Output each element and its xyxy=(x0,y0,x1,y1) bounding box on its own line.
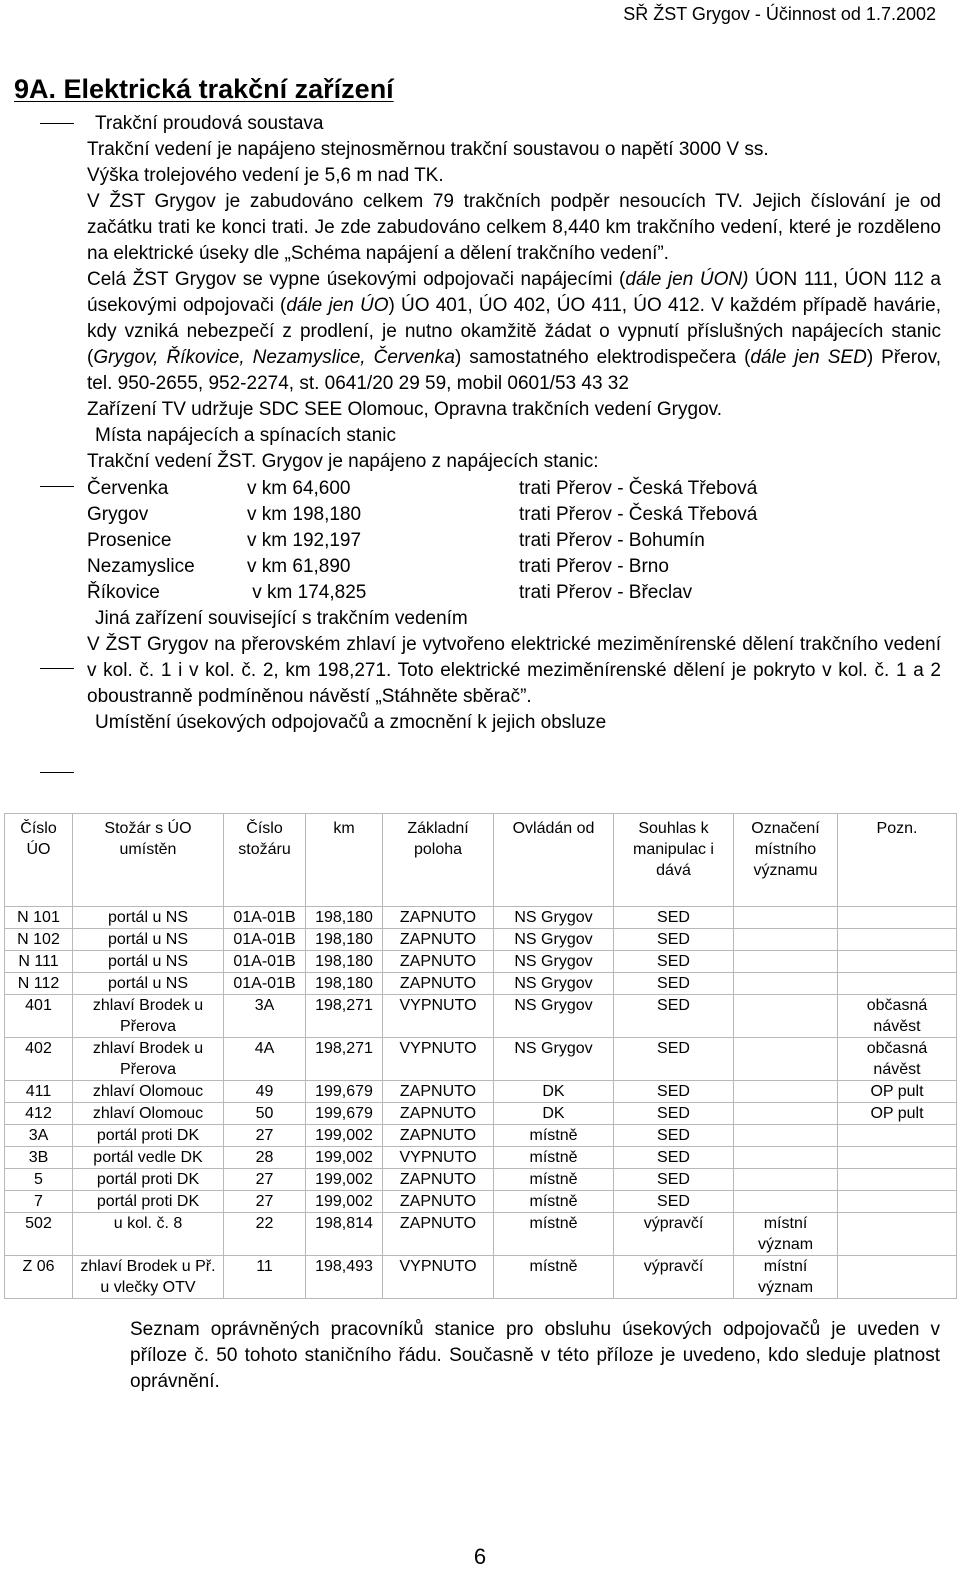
section-title: 9A. Elektrická trakční zařízení xyxy=(14,74,394,104)
page-number: 6 xyxy=(473,1544,487,1569)
table-cell: zhlaví Brodek u Přerova xyxy=(73,995,224,1038)
table-row xyxy=(5,1169,957,1191)
table-cell: 198,180 xyxy=(306,973,383,995)
table-cell: místně xyxy=(494,1213,614,1256)
table-cell: OP pult xyxy=(838,1081,957,1103)
table-cell xyxy=(838,1191,957,1213)
table-cell: ZAPNUTO xyxy=(383,1103,494,1125)
table-cell: místně xyxy=(494,1256,614,1299)
stations-list xyxy=(87,476,941,606)
paragraph-supports: V ŽST Grygov je zabudováno celkem 79 trakčních podpěr nesoucích TV. Jejich číslování je od začátku trati ke konci trati. Je zde zabudováno celkem 8,440 km trakčního vedení, které je rozděleno na elektrické úseky dle „Schéma napájení a dělení trakčního vedení”. xyxy=(87,191,941,264)
heading-other-equipment: Jiná zařízení související s trakčním vedením xyxy=(95,608,468,629)
table-cell: 401 xyxy=(5,995,73,1038)
table-cell: NS Grygov xyxy=(494,929,614,951)
table-cell: N 101 xyxy=(5,907,73,929)
table-cell: zhlaví Brodek u Přerova xyxy=(73,1038,224,1081)
table-cell: 412 xyxy=(5,1103,73,1125)
table-cell: místně xyxy=(494,1147,614,1169)
table-cell: ZAPNUTO xyxy=(383,1213,494,1256)
table-cell xyxy=(734,1103,838,1125)
table-cell: výpravčí xyxy=(614,1213,734,1256)
table-cell xyxy=(734,929,838,951)
table-cell: VYPNUTO xyxy=(383,1147,494,1169)
table-cell: 199,002 xyxy=(306,1191,383,1213)
table-cell: SED xyxy=(614,951,734,973)
bullet-dash xyxy=(40,486,74,487)
table-cell: místně xyxy=(494,1169,614,1191)
table-cell: portál proti DK xyxy=(73,1191,224,1213)
table-row xyxy=(5,973,957,995)
table-row xyxy=(5,1256,957,1299)
bullet-dash xyxy=(40,668,74,669)
table-cell: VYPNUTO xyxy=(383,1038,494,1081)
table-cell: NS Grygov xyxy=(494,995,614,1038)
table-cell: NS Grygov xyxy=(494,973,614,995)
table-cell xyxy=(734,951,838,973)
table-cell: 198,180 xyxy=(306,951,383,973)
column-header: km xyxy=(306,814,383,907)
table-cell: ZAPNUTO xyxy=(383,951,494,973)
disconnector-table xyxy=(4,813,957,1299)
table-cell: místní význam xyxy=(734,1213,838,1256)
table-cell xyxy=(838,1256,957,1299)
column-header: Stožár s ÚO umístěn xyxy=(73,814,224,907)
heading-feeding-stations: Místa napájecích a spínacích stanic xyxy=(95,425,396,446)
table-cell: SED xyxy=(614,1169,734,1191)
table-cell: u kol. č. 8 xyxy=(73,1213,224,1256)
table-cell: 198,493 xyxy=(306,1256,383,1299)
station-row: Nezamyslice v km 61,890 trati Přerov - Brno xyxy=(87,556,669,577)
table-cell: zhlaví Olomouc xyxy=(73,1103,224,1125)
table-cell xyxy=(734,1081,838,1103)
table-cell: NS Grygov xyxy=(494,951,614,973)
column-header: Označení místního významu xyxy=(734,814,838,907)
table-cell: portál u NS xyxy=(73,929,224,951)
table-cell: ZAPNUTO xyxy=(383,929,494,951)
table-cell: SED xyxy=(614,1191,734,1213)
table-cell: 01A-01B xyxy=(224,929,306,951)
paragraph-disconnectors: Celá ŽST Grygov se vypne úsekovými odpojovači napájecími (dále jen ÚON) ÚON 111, ÚON 112 a úsekovými odpojovači (dále jen ÚO) ÚO 401, ÚO 402, ÚO 411, ÚO 412. V každém případě havárie, kdy vzniká nebezpečí z prodlení, je nutno okamžitě žádat o vypnutí příslušných napájecích stanic (Grygov, Říkovice, Nezamyslice, Červenka) samostatného elektrodispečera (dále jen SED) Přerov, tel. 950-2655, 952-2274, st. 0641/20 29 59, mobil 0601/53 43 32 xyxy=(87,269,941,394)
table-cell xyxy=(838,907,957,929)
table-cell: 01A-01B xyxy=(224,973,306,995)
table-cell xyxy=(734,995,838,1038)
table-cell: 198,180 xyxy=(306,907,383,929)
table-header-row xyxy=(5,814,957,907)
table-row xyxy=(5,995,957,1038)
table-cell: 4A xyxy=(224,1038,306,1081)
table-cell: portál u NS xyxy=(73,973,224,995)
table-cell: 22 xyxy=(224,1213,306,1256)
heading-disconnector-placement: Umístění úsekových odpojovačů a zmocnění k jejich obsluze xyxy=(95,712,607,733)
table-cell: N 112 xyxy=(5,973,73,995)
table-cell xyxy=(734,1038,838,1081)
table-cell: SED xyxy=(614,1147,734,1169)
table-cell: zhlaví Brodek u Př. u vlečky OTV xyxy=(73,1256,224,1299)
table-cell: Z 06 xyxy=(5,1256,73,1299)
table-cell: 198,180 xyxy=(306,929,383,951)
table-cell: NS Grygov xyxy=(494,907,614,929)
table-cell: ZAPNUTO xyxy=(383,907,494,929)
station-row: Grygov v km 198,180 trati Přerov - Česká Třebová xyxy=(87,504,758,525)
table-row xyxy=(5,1213,957,1256)
table-row xyxy=(5,929,957,951)
table-cell: 3A xyxy=(224,995,306,1038)
table-cell: 402 xyxy=(5,1038,73,1081)
table-cell xyxy=(734,973,838,995)
table-cell: SED xyxy=(614,1081,734,1103)
table-cell xyxy=(838,973,957,995)
table-cell xyxy=(838,951,957,973)
table-cell: SED xyxy=(614,995,734,1038)
table-cell: 199,679 xyxy=(306,1081,383,1103)
table-cell: portál vedle DK xyxy=(73,1147,224,1169)
table-cell: 411 xyxy=(5,1081,73,1103)
table-cell: 49 xyxy=(224,1081,306,1103)
table-cell: SED xyxy=(614,973,734,995)
table-cell: výpravčí xyxy=(614,1256,734,1299)
table-row xyxy=(5,1081,957,1103)
column-header: Číslo stožáru xyxy=(224,814,306,907)
table-cell: SED xyxy=(614,907,734,929)
table-cell: portál proti DK xyxy=(73,1125,224,1147)
table-cell: 01A-01B xyxy=(224,951,306,973)
table-row xyxy=(5,1191,957,1213)
page-header: SŘ ŽST Grygov - Účinnost od 1.7.2002 xyxy=(623,4,936,24)
table-cell: 198,271 xyxy=(306,1038,383,1081)
heading-traction-system: Trakční proudová soustava xyxy=(95,113,324,134)
table-cell: ZAPNUTO xyxy=(383,1081,494,1103)
table-cell: 199,002 xyxy=(306,1125,383,1147)
table-cell xyxy=(838,1147,957,1169)
table-cell xyxy=(734,1169,838,1191)
text-line: Trakční vedení je napájeno stejnosměrnou trakční soustavou o napětí 3000 V ss. xyxy=(87,139,769,160)
table-cell: portál u NS xyxy=(73,907,224,929)
table-cell: DK xyxy=(494,1103,614,1125)
table-cell: VYPNUTO xyxy=(383,1256,494,1299)
table-row xyxy=(5,1038,957,1081)
table-cell: OP pult xyxy=(838,1103,957,1125)
table-cell: 198,814 xyxy=(306,1213,383,1256)
table-cell: portál u NS xyxy=(73,951,224,973)
table-cell: 199,002 xyxy=(306,1169,383,1191)
table-cell xyxy=(838,929,957,951)
station-row: Říkovice v km 174,825 trati Přerov - Břeclav xyxy=(87,582,693,603)
table-cell: 198,271 xyxy=(306,995,383,1038)
table-cell: ZAPNUTO xyxy=(383,973,494,995)
table-cell xyxy=(734,1191,838,1213)
table-cell: ZAPNUTO xyxy=(383,1125,494,1147)
station-row: Červenka v km 64,600 trati Přerov - Česká Třebová xyxy=(87,478,758,499)
table-cell: SED xyxy=(614,929,734,951)
table-cell xyxy=(838,1125,957,1147)
table-cell: místně xyxy=(494,1125,614,1147)
table-cell: 27 xyxy=(224,1169,306,1191)
paragraph-separation: V ŽST Grygov na přerovském zhlaví je vytvořeno elektrické meziměnírenské dělení trakčního vedení v kol. č. 1 i v kol. č. 2, km 198,271. Toto elektrické meziměnírenské dělení je pokryto v kol. č. 1 a 2 oboustranně podmíněnou návěstí „Stáhněte sběrač”. xyxy=(87,634,941,707)
text-line: Výška trolejového vedení je 5,6 m nad TK. xyxy=(87,165,444,186)
table-cell: 27 xyxy=(224,1125,306,1147)
table-cell: ZAPNUTO xyxy=(383,1191,494,1213)
column-header: Základní poloha xyxy=(383,814,494,907)
table-cell xyxy=(734,1147,838,1169)
table-cell: DK xyxy=(494,1081,614,1103)
table-cell: SED xyxy=(614,1038,734,1081)
text-line: Trakční vedení ŽST. Grygov je napájeno z napájecích stanic: xyxy=(87,451,599,472)
table-cell: portál proti DK xyxy=(73,1169,224,1191)
table-cell: zhlaví Olomouc xyxy=(73,1081,224,1103)
bullet-dash xyxy=(40,772,74,773)
table-row xyxy=(5,1103,957,1125)
table-cell: SED xyxy=(614,1125,734,1147)
table-cell: 11 xyxy=(224,1256,306,1299)
table-cell: 7 xyxy=(5,1191,73,1213)
table-cell: občasná návěst xyxy=(838,995,957,1038)
table-cell: 199,679 xyxy=(306,1103,383,1125)
table-cell: 502 xyxy=(5,1213,73,1256)
table-cell: 28 xyxy=(224,1147,306,1169)
table-cell: místně xyxy=(494,1191,614,1213)
table-cell: ZAPNUTO xyxy=(383,1169,494,1191)
table-cell: 5 xyxy=(5,1169,73,1191)
table-cell: místní význam xyxy=(734,1256,838,1299)
table-cell: 01A-01B xyxy=(224,907,306,929)
table-cell xyxy=(838,1169,957,1191)
table-cell: VYPNUTO xyxy=(383,995,494,1038)
table-cell: N 102 xyxy=(5,929,73,951)
table-cell: 199,002 xyxy=(306,1147,383,1169)
table-cell: 3A xyxy=(5,1125,73,1147)
column-header: Ovládán od xyxy=(494,814,614,907)
column-header: Číslo ÚO xyxy=(5,814,73,907)
column-header: Souhlas k manipulac i dává xyxy=(614,814,734,907)
column-header: Pozn. xyxy=(838,814,957,907)
table-cell: NS Grygov xyxy=(494,1038,614,1081)
section-content xyxy=(87,111,941,736)
table-cell xyxy=(734,1125,838,1147)
table-cell: N 111 xyxy=(5,951,73,973)
station-row: Prosenice v km 192,197 trati Přerov - Bohumín xyxy=(87,530,705,551)
table-cell: 3B xyxy=(5,1147,73,1169)
table-cell: 27 xyxy=(224,1191,306,1213)
table-row xyxy=(5,1125,957,1147)
footer-note: Seznam oprávněných pracovníků stanice pro obsluhu úsekových odpojovačů je uveden v příloze č. 50 tohoto staničního řádu. Současně v této příloze je uvedeno, kdo sleduje platnost oprávnění. xyxy=(130,1319,940,1392)
table-row xyxy=(5,907,957,929)
text-line: Zařízení TV udržuje SDC SEE Olomouc, Opravna trakčních vedení Grygov. xyxy=(87,399,723,420)
bullet-dash xyxy=(40,123,74,124)
table-cell: občasná návěst xyxy=(838,1038,957,1081)
table-cell: SED xyxy=(614,1103,734,1125)
table-cell xyxy=(734,907,838,929)
table-row xyxy=(5,1147,957,1169)
table-cell xyxy=(838,1213,957,1256)
table-row xyxy=(5,951,957,973)
table-cell: 50 xyxy=(224,1103,306,1125)
